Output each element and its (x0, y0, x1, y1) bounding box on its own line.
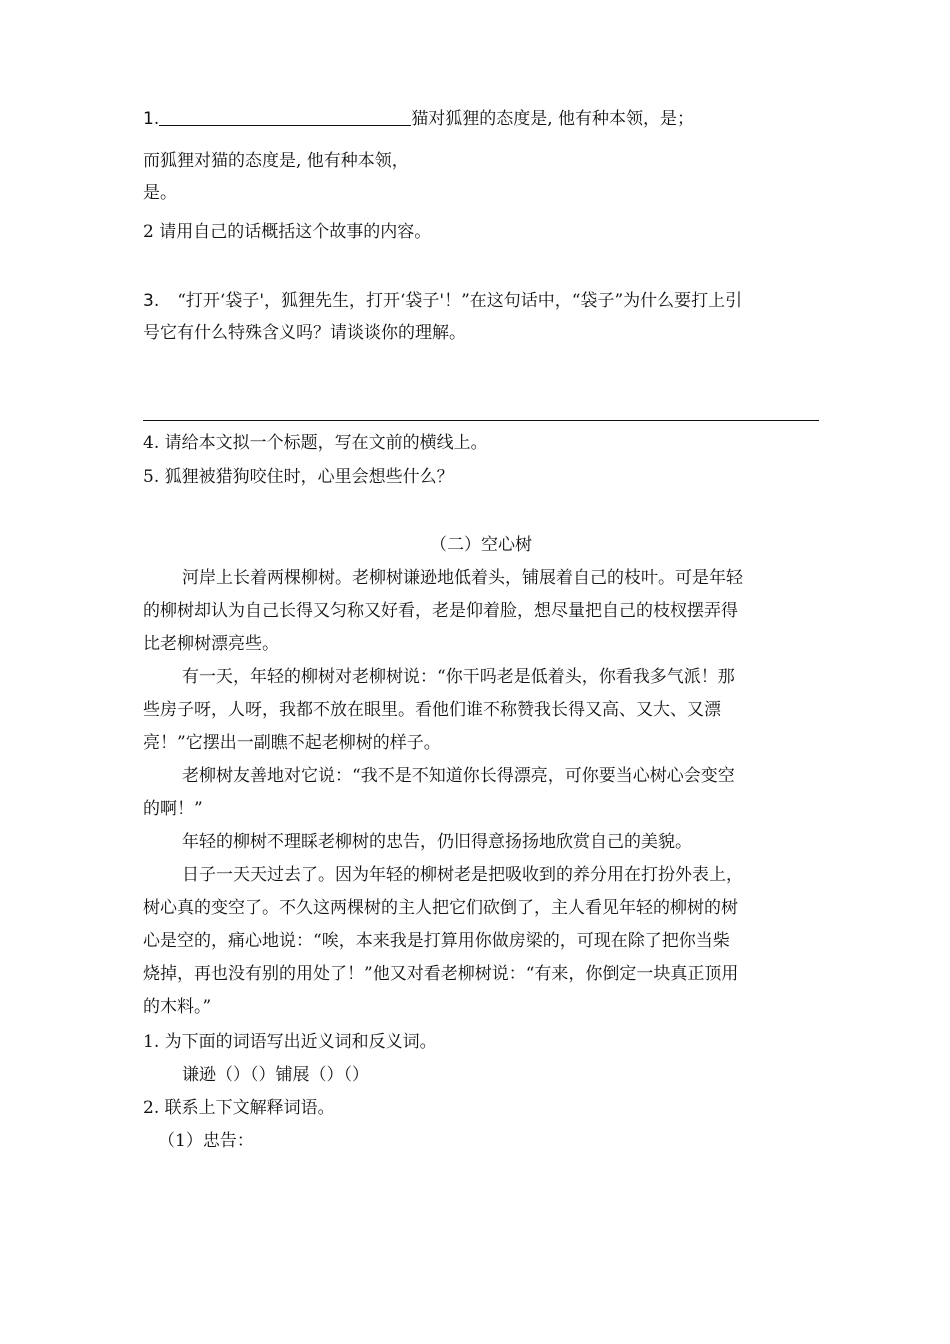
question-3-line-2: 号它有什么特殊含义吗？请谈谈你的理解。 (143, 323, 466, 343)
section-2-question-2: 2. 联系上下文解释词语。 (143, 1098, 335, 1118)
section-2-question-2-item-1: （1）忠告： (158, 1131, 254, 1151)
paragraph-5-line-4: 烧掉，再也没有别的用处了！”他又对看老柳树说：“有来，你倒定一块真正顶用 (143, 964, 739, 984)
section-2-question-1: 1. 为下面的词语写出近义词和反义词。 (143, 1032, 437, 1052)
section-2-title: （二）空心树 (430, 535, 532, 555)
question-5: 5. 狐狸被猎狗咬住时，心里会想些什么？ (143, 467, 454, 487)
paragraph-1-line-2: 的柳树却认为自己长得又匀称又好看，老是仰着脸，想尽量把自己的枝杈摆弄得 (143, 601, 738, 621)
question-1-number: 1. (143, 109, 160, 129)
paragraph-3-line-1: 老柳树友善地对它说：“我不是不知道你长得漂亮，可你要当心树心会变空 (182, 766, 735, 786)
paragraph-5-line-1: 日子一天天过去了。因为年轻的柳树老是把吸收到的养分用在打扮外表上， (182, 865, 743, 885)
section-2-question-1-items: 谦逊（）（）铺展（）（） (182, 1065, 369, 1085)
question-4: 4. 请给本文拟一个标题，写在文前的横线上。 (143, 433, 488, 453)
paragraph-4-line-1: 年轻的柳树不理睬老柳树的忠告，仍旧得意扬扬地欣赏自己的美貌。 (182, 832, 692, 852)
paragraph-1-line-3: 比老柳树漂亮些。 (143, 634, 279, 654)
question-1-text-a: 猫对狐狸的态度是, 他有种本领，是； (411, 109, 695, 129)
question-3-number: 3. (143, 291, 160, 311)
question-3-text-a: “打开‘袋子'，狐狸先生，打开‘袋子'！”在这句话中，“袋子”为什么要打上引 (177, 291, 743, 311)
question-1-line-1 (143, 108, 694, 130)
paragraph-2-line-2: 些房子呀，人呀，我都不放在眼里。看他们谁不称赞我长得又高、又大、又漂 (143, 700, 721, 720)
paragraph-5-line-2: 树心真的变空了。不久这两棵树的主人把它们砍倒了，主人看见年轻的柳树的树 (143, 898, 738, 918)
question-3-line-1 (143, 290, 742, 312)
question-2: 2 请用自己的话概括这个故事的内容。 (143, 222, 432, 242)
question-1-line-2: 而狐狸对猫的态度是, 他有种本领， (143, 151, 409, 171)
paragraph-5-line-3: 心是空的，痛心地说：“唉，本来我是打算用你做房梁的，可现在除了把你当柴 (143, 931, 730, 951)
paragraph-5-line-5: 的木料。” (143, 997, 212, 1017)
answer-line (143, 420, 819, 421)
paragraph-1-line-1: 河岸上长着两棵柳树。老柳树谦逊地低着头，铺展着自己的枝叶。可是年轻 (182, 568, 743, 588)
paragraph-2-line-1: 有一天，年轻的柳树对老柳树说：“你干吗老是低着头，你看我多气派！那 (182, 667, 735, 687)
question-1-line-3: 是。 (143, 183, 177, 203)
paragraph-2-line-3: 亮！”它摆出一副瞧不起老柳树的样子。 (143, 733, 441, 753)
answer-blank[interactable] (159, 109, 411, 126)
paragraph-3-line-2: 的啊！” (143, 799, 203, 819)
